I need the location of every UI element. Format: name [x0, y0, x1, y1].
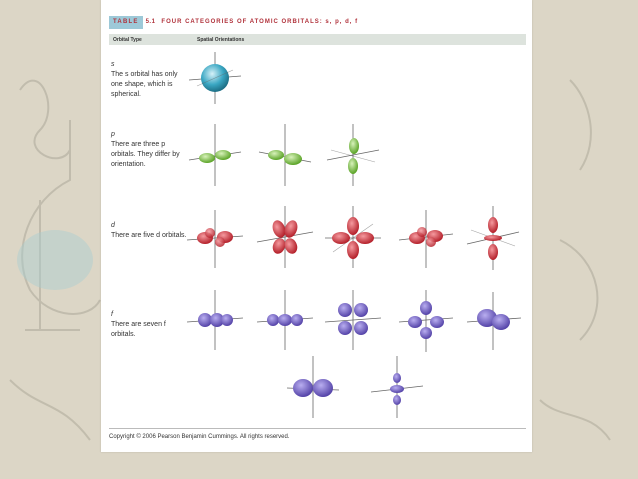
f-orbital-1: [187, 290, 243, 350]
table-title: FOUR CATEGORIES OF ATOMIC ORBITALS: s, p, d, f: [161, 19, 359, 25]
d-orbital-1: [187, 210, 243, 268]
header-spatial-orientations: Spatial Orientations: [197, 37, 245, 43]
orbital-description-s: The s orbital has only one shape, which is spherical.: [111, 71, 178, 98]
p-orbital-2: [259, 124, 311, 186]
d-orbital-3: [325, 206, 381, 268]
d-orbital-5: [467, 206, 519, 270]
orbital-letter-p: p: [111, 131, 115, 138]
table-sheet: [101, 0, 532, 452]
f-orbital-5: [467, 292, 521, 350]
orbital-description-d: There are five d orbitals.: [111, 232, 187, 239]
orbital-letter-d: d: [111, 222, 115, 229]
p-orbital-3: [327, 124, 379, 186]
orbital-letter-f: f: [111, 311, 113, 318]
header-orbital-type: Orbital Type: [113, 37, 142, 43]
f-orbital-4: [399, 290, 453, 352]
footer-divider: [109, 428, 526, 429]
f-orbital-3: [325, 290, 381, 350]
p-orbital-1: [189, 124, 241, 186]
orbital-drawings: [101, 0, 532, 425]
f-orbital-7: [371, 356, 423, 418]
f-orbital-6: [287, 356, 339, 418]
d-orbital-2: [257, 206, 313, 268]
orbital-description-p: There are three p orbitals. They differ by orientation.: [111, 141, 180, 168]
table-number: 5.1: [145, 19, 156, 25]
d-orbital-4: [399, 210, 453, 268]
s-orbital: [189, 52, 241, 104]
orbital-letter-s: s: [111, 61, 115, 68]
f-orbital-2: [257, 290, 313, 350]
table-tag: TABLE: [109, 16, 143, 29]
orbital-description-f: There are seven f orbitals.: [111, 321, 166, 338]
copyright-notice: Copyright © 2006 Pearson Benjamin Cummings. All rights reserved.: [109, 434, 290, 440]
